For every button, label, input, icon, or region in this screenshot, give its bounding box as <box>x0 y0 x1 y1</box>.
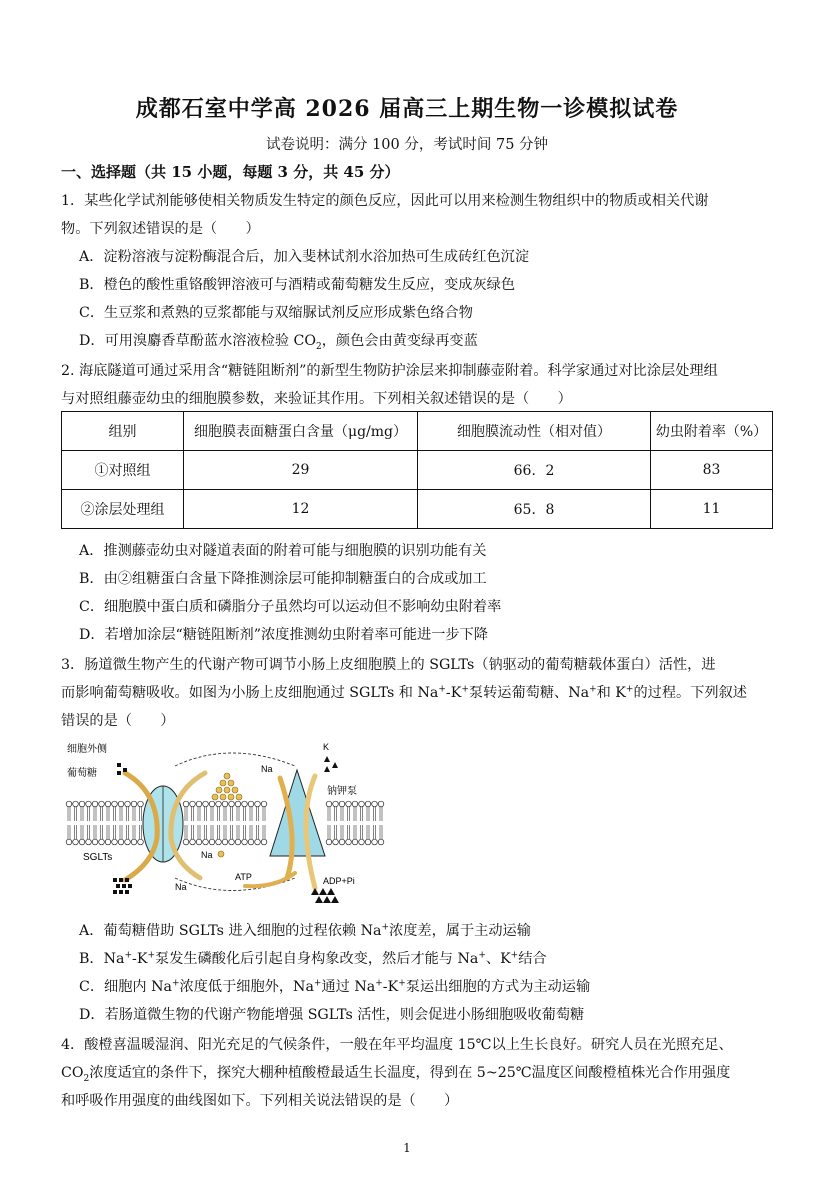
table-cell: 11 <box>651 490 773 529</box>
lipid-head <box>333 801 339 807</box>
q3-option-c: C．细胞内 Na+浓度低于细胞外，Na+通过 Na+-K+泵运出细胞的方式为主动运输 <box>79 978 591 995</box>
lipid-head <box>92 801 98 807</box>
lipid-tail <box>205 807 207 839</box>
q2-stem-line2: 与对照组藤壶幼虫的细胞膜参数，来验证其作用。下列相关叙述错误的是（ ） <box>61 391 572 407</box>
lipid-head <box>229 801 235 807</box>
lipid-head <box>196 839 202 845</box>
exam-title: 成都石室中学高 2026 届高三上期生物一诊模拟试卷 <box>135 96 679 122</box>
lipid-head <box>242 839 248 845</box>
q4-stem-line3: 和呼吸作用强度的曲线图如下。下列相关说法错误的是（ ） <box>61 1093 459 1109</box>
membrane-transport-figure <box>65 738 390 913</box>
lipid-head <box>255 839 261 845</box>
table-cell: 12 <box>184 490 418 529</box>
q2-option-b: B．由②组糖蛋白含量下降推测涂层可能抑制糖蛋白的合成或加工 <box>79 571 487 587</box>
lipid-head <box>203 839 209 845</box>
exam-subtitle: 试卷说明：满分 100 分，考试时间 75 分钟 <box>265 137 549 153</box>
lipid-head <box>365 801 371 807</box>
label-adp: ADP+Pi <box>323 876 355 886</box>
lipid-head <box>138 801 144 807</box>
lipid-head <box>79 801 85 807</box>
lipid-head <box>235 839 241 845</box>
q1-option-b: B．橙色的酸性重铬酸钾溶液可与酒精或葡萄糖发生反应，变成灰绿色 <box>79 277 516 293</box>
label-sglts: SGLTs <box>83 852 113 863</box>
lipid-tail <box>231 807 233 839</box>
lipid-head <box>216 801 222 807</box>
glucose-squares-inside <box>113 878 132 894</box>
lipid-head <box>352 801 358 807</box>
lipid-tail <box>328 807 330 839</box>
lipid-head <box>183 839 189 845</box>
lipid-head <box>339 801 345 807</box>
table-cell: ①对照组 <box>62 451 184 490</box>
lipid-head <box>326 839 332 845</box>
lipid-tail <box>88 807 90 839</box>
lipid-tail <box>94 807 96 839</box>
lipid-tail <box>244 807 246 839</box>
lipid-head <box>248 839 254 845</box>
table-cell: ②涂层处理组 <box>62 490 184 529</box>
label-na-pump: Na <box>261 764 273 774</box>
lipid-head <box>125 801 131 807</box>
lipid-head <box>86 801 92 807</box>
label-na-bottom: Na <box>175 882 187 892</box>
lipid-head <box>333 839 339 845</box>
lipid-head <box>216 839 222 845</box>
label-glucose: 葡萄糖 <box>67 768 97 779</box>
table-header-cell: 幼虫附着率（%） <box>651 412 773 451</box>
lipid-tail <box>218 807 220 839</box>
lipid-head <box>248 801 254 807</box>
page-number: 1 <box>403 1141 411 1155</box>
lipid-head <box>183 801 189 807</box>
table-row <box>62 451 773 490</box>
q3-stem-line3: 错误的是（ ） <box>61 713 175 729</box>
q1-option-a: A．淀粉溶液与淀粉酶混合后，加入斐林试剂水浴加热可生成砖红色沉淀 <box>79 249 530 265</box>
lipid-head <box>372 801 378 807</box>
table-header-cell: 细胞膜表面糖蛋白含量（μg/mg） <box>184 412 418 451</box>
lipid-tail <box>185 807 187 839</box>
q4-stem-line2: $CO_2$浓度适宜的条件下，探究大棚种植酸橙最适生长温度，得到在 5~25℃温度区间酸橙植株光合作用强度 <box>61 1065 731 1084</box>
q2-stem-line1: 2. 海底隧道可通过采用含“糖链阻断剂”的新型生物防护涂层来抑制藤壶附着。科学家通过对比涂层处理组 <box>61 363 718 379</box>
lipid-tail <box>257 807 259 839</box>
lipid-head <box>196 801 202 807</box>
lipid-head <box>92 839 98 845</box>
membrane-bilayer <box>66 801 384 845</box>
lipid-head <box>365 839 371 845</box>
lipid-head <box>261 801 267 807</box>
lipid-head <box>79 839 85 845</box>
label-pump: 钠钾泵 <box>327 786 357 797</box>
lipid-head <box>235 801 241 807</box>
lipid-head <box>352 839 358 845</box>
lipid-head <box>346 801 352 807</box>
lipid-head <box>359 801 365 807</box>
lipid-tail <box>348 807 350 839</box>
lipid-head <box>255 801 261 807</box>
lipid-head <box>378 839 384 845</box>
q4-stem-line1: 4．酸橙喜温暖湿润、阳光充足的气候条件，一般在年平均温度 15℃以上生长良好。研究人员在光照充足、 <box>61 1037 733 1053</box>
lipid-head <box>125 839 131 845</box>
lipid-head <box>131 801 137 807</box>
q1-option-d: D．可用溴麝香草酚蓝水溶液检验 $CO_2$，颜色会由黄变绿再变蓝 <box>79 333 478 352</box>
q2-option-a: A．推测藤壶幼虫对隧道表面的附着可能与细胞膜的识别功能有关 <box>79 543 487 559</box>
lipid-head <box>66 801 72 807</box>
lipid-tail <box>140 807 142 839</box>
lipid-head <box>73 839 79 845</box>
q3-option-a: A．葡萄糖借助 SGLTs 进入细胞的过程依赖 Na+浓度差，属于主动运输 <box>79 922 531 939</box>
q2-option-c: C．细胞膜中蛋白质和磷脂分子虽然均可以运动但不影响幼虫附着率 <box>79 599 502 615</box>
table-header-row <box>62 412 773 451</box>
table-header-cell: 组别 <box>62 412 184 451</box>
q1-stem-line1: 1．某些化学试剂能够使相关物质发生特定的颜色反应，因此可以用来检测生物组织中的物质或相关代谢 <box>61 193 709 209</box>
lipid-head <box>203 801 209 807</box>
lipid-head <box>138 839 144 845</box>
lipid-tail <box>68 807 70 839</box>
lipid-tail <box>237 807 239 839</box>
lipid-head <box>326 801 332 807</box>
lipid-head <box>118 839 124 845</box>
table-cell: 65．8 <box>418 490 651 529</box>
lipid-tail <box>341 807 343 839</box>
lipid-tail <box>75 807 77 839</box>
sodium-potassium-pump <box>270 770 325 856</box>
lipid-head <box>190 801 196 807</box>
lipid-tail <box>367 807 369 839</box>
q3-stem-line2: 而影响葡萄糖吸收。如图为小肠上皮细胞通过 SGLTs 和 Na+-K+泵转运葡萄糖、Na+和 K+的过程。下列叙述 <box>61 684 747 701</box>
q3-stem-line1: 3．肠道微生物产生的代谢产物可调节小肠上皮细胞膜上的 SGLTs（钠驱动的葡萄糖载体蛋白）活性，进 <box>61 657 716 673</box>
potassium-triangles-outside <box>324 756 338 772</box>
q2-data-table <box>61 411 773 529</box>
lipid-tail <box>263 807 265 839</box>
label-atp: ATP <box>235 872 252 882</box>
lipid-head <box>131 839 137 845</box>
lipid-head <box>209 801 215 807</box>
lipid-head <box>86 839 92 845</box>
potassium-triangles-inside <box>311 888 339 903</box>
lipid-tail <box>224 807 226 839</box>
lipid-tail <box>192 807 194 839</box>
lipid-head <box>222 801 228 807</box>
q3-option-b: B．Na+-K+泵发生磷酸化后引起自身构象改变，然后才能与 Na+、K+结合 <box>79 950 547 967</box>
lipid-head <box>242 801 248 807</box>
lipid-head <box>209 839 215 845</box>
lipid-head <box>339 839 345 845</box>
q1-option-c: C．生豆浆和煮熟的豆浆都能与双缩脲试剂反应形成紫色络合物 <box>79 305 473 321</box>
lipid-tail <box>361 807 363 839</box>
table-cell: 83 <box>651 451 773 490</box>
cell-boundary-top <box>175 753 295 766</box>
lipid-head <box>378 801 384 807</box>
lipid-tail <box>198 807 200 839</box>
lipid-head <box>112 801 118 807</box>
lipid-head <box>372 839 378 845</box>
lipid-head <box>105 839 111 845</box>
lipid-head <box>105 801 111 807</box>
lipid-tail <box>101 807 103 839</box>
table-cell: 66．2 <box>418 451 651 490</box>
lipid-tail <box>133 807 135 839</box>
q3-option-d: D．若肠道微生物的代谢产物能增强 SGLTs 活性，则会促进小肠细胞吸收葡萄糖 <box>79 1007 585 1023</box>
table-header-cell: 细胞膜流动性（相对值） <box>418 412 651 451</box>
lipid-tail <box>250 807 252 839</box>
lipid-tail <box>211 807 213 839</box>
q2-option-d: D．若增加涂层“糖链阻断剂”浓度推测幼虫附着率可能进一步下降 <box>79 627 488 643</box>
lipid-tail <box>335 807 337 839</box>
label-na-inside: Na <box>201 850 213 860</box>
lipid-head <box>261 839 267 845</box>
lipid-tail <box>374 807 376 839</box>
section-heading: 一、选择题（共 15 小题，每题 3 分，共 45 分） <box>61 163 400 181</box>
lipid-head <box>112 839 118 845</box>
table-cell: 29 <box>184 451 418 490</box>
lipid-tail <box>120 807 122 839</box>
lipid-tail <box>127 807 129 839</box>
lipid-head <box>99 801 105 807</box>
lipid-head <box>346 839 352 845</box>
lipid-head <box>73 801 79 807</box>
lipid-head <box>118 801 124 807</box>
table-row <box>62 490 773 529</box>
lipid-head <box>99 839 105 845</box>
lipid-head <box>190 839 196 845</box>
label-k: K <box>323 742 330 752</box>
lipid-tail <box>380 807 382 839</box>
label-outside: 细胞外侧 <box>67 744 107 755</box>
lipid-tail <box>81 807 83 839</box>
lipid-head <box>229 839 235 845</box>
lipid-tail <box>107 807 109 839</box>
lipid-head <box>359 839 365 845</box>
lipid-head <box>222 839 228 845</box>
lipid-head <box>66 839 72 845</box>
lipid-tail <box>354 807 356 839</box>
q1-stem-line2: 物。下列叙述错误的是（ ） <box>61 221 260 237</box>
lipid-tail <box>114 807 116 839</box>
